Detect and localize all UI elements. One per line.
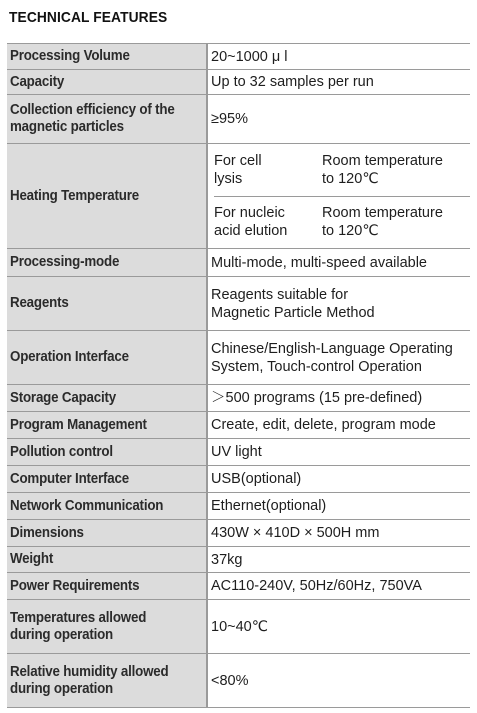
- spec-row-temperatures-allowed: [7, 600, 470, 654]
- spec-value: Ethernet(optional): [207, 493, 470, 520]
- heating-sub-value: to 120℃: [322, 223, 379, 240]
- heating-sub-value: Room temperature: [322, 205, 443, 222]
- spec-value: Chinese/English-Language Operating System, Touch-control Operation: [207, 331, 470, 385]
- spec-value: Reagents suitable for Magnetic Particle Method: [207, 277, 470, 331]
- spec-label: Reagents: [7, 277, 207, 331]
- heating-sub-value: Room temperature: [322, 152, 443, 169]
- spec-value: ≥95%: [207, 95, 470, 144]
- spec-value: UV light: [207, 439, 470, 466]
- spec-row-weight: [7, 547, 470, 573]
- spec-label: Weight: [7, 547, 207, 573]
- spec-label: Capacity: [7, 70, 207, 95]
- spec-row-processing-mode: [7, 249, 470, 277]
- heating-sub-label: lysis: [214, 170, 243, 187]
- spec-row-power-requirements: [7, 573, 470, 600]
- section-title: TECHNICAL FEATURES: [9, 9, 168, 26]
- spec-label: Power Requirements: [7, 573, 207, 600]
- heating-nucleic-acid-elution: [214, 196, 470, 249]
- spec-value: 37kg: [207, 547, 470, 573]
- spec-row-processing-volume: [7, 44, 470, 70]
- spec-label: Heating Temperature: [7, 144, 207, 249]
- spec-row-program-management: [7, 412, 470, 439]
- spec-row-heating-temperature: [7, 144, 470, 249]
- spec-value: 10~40℃: [207, 600, 470, 654]
- heating-subtable: [207, 144, 470, 249]
- spec-row-capacity: [7, 70, 470, 95]
- spec-row-collection-efficiency: [7, 95, 470, 144]
- spec-value: AC110-240V, 50Hz/60Hz, 750VA: [207, 573, 470, 600]
- spec-label: Temperatures allowed during operation: [7, 600, 207, 654]
- spec-value: Create, edit, delete, program mode: [207, 412, 470, 439]
- spec-label: Dimensions: [7, 520, 207, 547]
- spec-row-relative-humidity: [7, 654, 470, 708]
- spec-label: Processing-mode: [7, 249, 207, 277]
- spec-label: Network Communication: [7, 493, 207, 520]
- spec-row-operation-interface: [7, 331, 470, 385]
- spec-label: Operation Interface: [7, 331, 207, 385]
- spec-value: <80%: [207, 654, 470, 708]
- spec-row-network-communication: [7, 493, 470, 520]
- spec-label: Processing Volume: [7, 44, 207, 70]
- spec-label: Collection efficiency of the magnetic particles: [7, 95, 207, 144]
- spec-label: Relative humidity allowed during operation: [7, 654, 207, 708]
- spec-row-reagents: [7, 277, 470, 331]
- spec-value: 20~1000 μ l: [207, 44, 470, 70]
- heating-sub-value: to 120℃: [322, 170, 379, 187]
- spec-value: ＞500 programs (15 pre-defined): [207, 385, 470, 412]
- heating-sub-label: For cell: [214, 152, 262, 169]
- spec-row-storage-capacity: [7, 385, 470, 412]
- heating-cell-lysis: [214, 144, 470, 196]
- spec-value: USB(optional): [207, 466, 470, 493]
- spec-row-pollution-control: [7, 439, 470, 466]
- heating-sub-label: acid elution: [214, 223, 288, 240]
- spec-label: Program Management: [7, 412, 207, 439]
- spec-row-computer-interface: [7, 466, 470, 493]
- spec-label: Pollution control: [7, 439, 207, 466]
- spec-value: 430W × 410D × 500H mm: [207, 520, 470, 547]
- heating-sub-label: For nucleic: [214, 205, 285, 222]
- spec-value: Multi-mode, multi-speed available: [207, 249, 470, 277]
- spec-value: Up to 32 samples per run: [207, 70, 470, 95]
- spec-label: Computer Interface: [7, 466, 207, 493]
- spec-row-dimensions: [7, 520, 470, 547]
- spec-table: [7, 43, 470, 708]
- spec-label: Storage Capacity: [7, 385, 207, 412]
